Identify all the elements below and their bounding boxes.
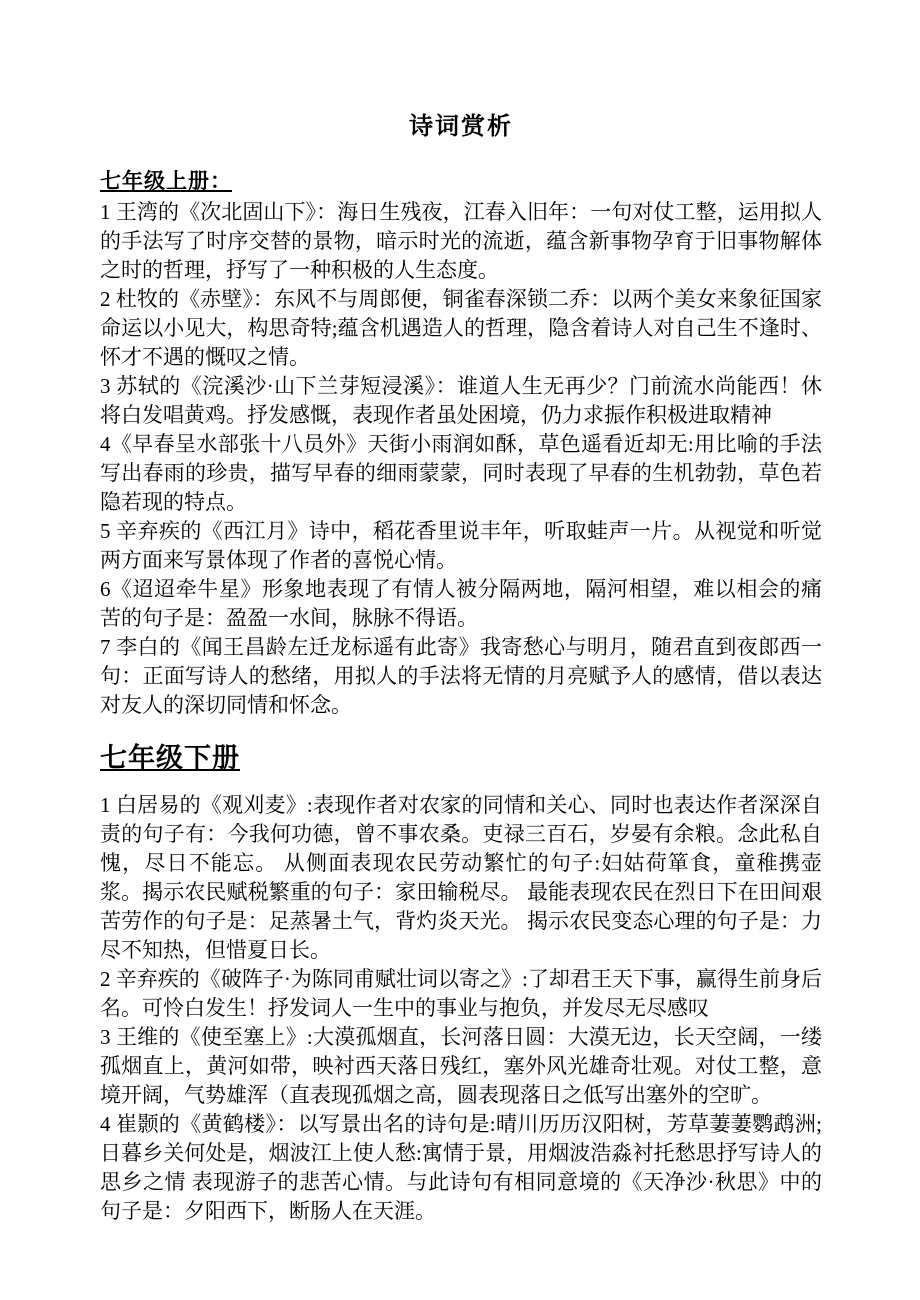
poem-analysis-item-5: 5 辛弃疾的《西江月》诗中，稻花香里说丰年，听取蛙声一片。从视觉和听觉两方面来写景体现了作者的喜悦心情。: [100, 519, 822, 572]
poem-analysis-item-11: 4 崔颢的《黄鹤楼》：以写景出名的诗句是:晴川历历汉阳树，芳草萋萋鹦鹉洲;日暮乡关何处是，烟波江上使人愁:寓情于景，用烟波浩淼衬托愁思抒写诗人的思乡之情 表现游子的悲苦心情。与此诗句有相同意境的《天净沙·秋思》中的句子是：夕阳西下，断肠人在天涯。: [100, 1112, 822, 1223]
poem-analysis-item-2: 2 杜牧的《赤壁》：东风不与周郎便，铜雀春深锁二乔：以两个美女来象征国家命运以小见大，构思奇特;蕴含机遇造人的哲理，隐含着诗人对自己生不逢时、怀才不遇的慨叹之情。: [100, 287, 822, 369]
section-grade7-vol1: [100, 165, 822, 720]
document-title: 诗词赏析: [409, 114, 513, 140]
section-heading-grade7-vol1: 七年级上册：: [100, 169, 232, 193]
poem-analysis-item-1: 1 王湾的《次北固山下》：海日生残夜，江春入旧年：一句对仗工整，运用拟人的手法写了时序交替的景物，暗示时光的流逝，蕴含新事物孕育于旧事物解体之时的哲理，抒写了一种积极的人生态度。: [100, 200, 822, 282]
section-heading-grade7-vol2: 七年级下册: [100, 743, 240, 773]
poem-analysis-item-3: 3 苏轼的《浣溪沙·山下兰芽短浸溪》：谁道人生无再少？门前流水尚能西！休将白发唱黄鸡。抒发感慨，表现作者虽处困境，仍力求振作积极进取精神: [100, 374, 822, 427]
section-grade7-vol2: [100, 736, 822, 1226]
poem-analysis-item-7: 7 李白的《闻王昌龄左迁龙标遥有此寄》我寄愁心与明月，随君直到夜郎西一句：正面写诗人的愁绪，用拟人的手法将无情的月亮赋予人的感情，借以表达对友人的深切同情和怀念。: [100, 635, 822, 717]
poem-analysis-item-10: 3 王维的《使至塞上》:大漠孤烟直，长河落日圆：大漠无边，长天空阔，一缕孤烟直上，黄河如带，映衬西天落日残红，塞外风光雄奇壮观。对仗工整，意境开阔，气势雄浑（直表现孤烟之高，圆表现落日之低写出塞外的空旷。: [100, 1025, 822, 1107]
poem-analysis-item-8: 1 白居易的《观刈麦》:表现作者对农家的同情和关心、同时也表达作者深深自责的句子有：今我何功德，曾不事农桑。吏禄三百石，岁晏有余粮。念此私自愧，尽日不能忘。 从侧面表现农民劳动繁忙的句子:妇姑荷箪食，童稚携壶浆。揭示农民赋税繁重的句子：家田输税尽。 最能表现农民在烈日下在田间艰苦劳作的句子是：足蒸暑土气，背灼炎天光。 揭示农民变态心理的句子是：力尽不知热，但惜夏日长。: [100, 793, 822, 962]
poem-analysis-item-9: 2 辛弃疾的《破阵子·为陈同甫赋壮词以寄之》:了却君王天下事，赢得生前身后名。可怜白发生！抒发词人一生中的事业与抱负，并发尽无尽感叹: [100, 967, 822, 1020]
poem-analysis-item-6: 6《迢迢牵牛星》形象地表现了有情人被分隔两地，隔河相望，难以相会的痛苦的句子是：盈盈一水间，脉脉不得语。: [100, 577, 822, 630]
poem-analysis-item-4: 4《早春呈水部张十八员外》天街小雨润如酥，草色遥看近却无:用比喻的手法写出春雨的珍贵，描写早春的细雨蒙蒙，同时表现了早春的生机勃勃，草色若隐若现的特点。: [100, 432, 822, 514]
